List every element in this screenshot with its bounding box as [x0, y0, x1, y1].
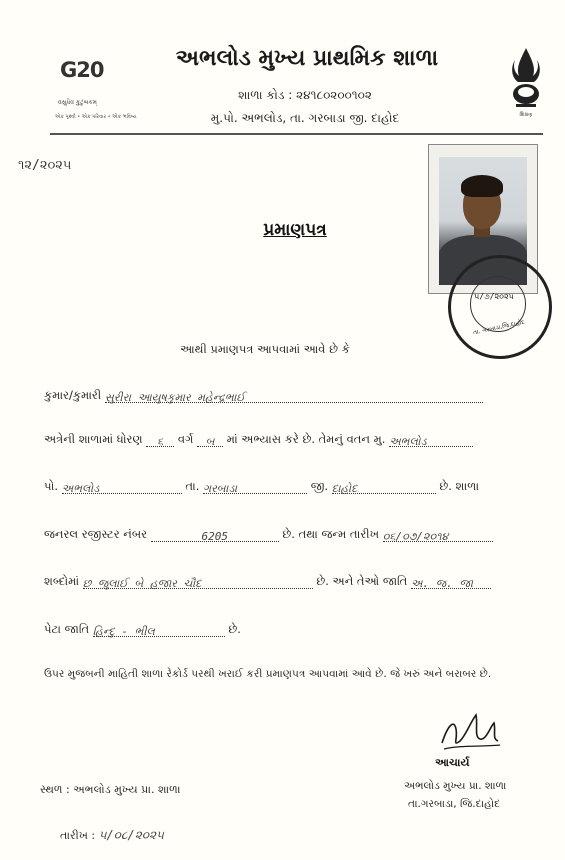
standard-label: અત્રેની શાળામાં ધોરણ [44, 432, 143, 446]
date-line [60, 828, 164, 843]
standard-value: ૬ [157, 435, 164, 448]
village-value: અભલોડ [389, 435, 427, 448]
subcaste-suffix: છે. [228, 622, 241, 636]
date-value: ૫/૦૮/૨૦૨૫ [98, 828, 164, 842]
name-label: કુમાર/કુમારી [44, 388, 102, 402]
school-name: અભલોડ મુખ્ય પ્રાથમિક શાળા [175, 46, 439, 71]
district-label: જી. [310, 479, 329, 493]
gr-field [151, 529, 279, 542]
lamp-emblem-icon [506, 46, 546, 126]
class-label: વર્ગ [177, 432, 194, 446]
subcaste-field [93, 624, 225, 637]
verification-statement: ઉપર મુજબની માહિતી શાળા રેકોર્ડ પરથી ખરાઈ કરી પ્રમાણપત્ર આપવામાં આવે છે. જે ખરું અને બરાબર છે. [44, 668, 492, 680]
subcaste-line [44, 622, 241, 637]
name-value: સુરીરા આયુષકુમાર મહેન્દ્રભાઈ [104, 391, 245, 404]
g20-logo: G20 [60, 58, 104, 82]
words-label: શબ્દોમાં [44, 574, 80, 588]
gr-value: 6205 [201, 530, 228, 543]
school-suffix: છે. શાળા [439, 479, 480, 493]
seal-text: તા. ગરબાડા,જિ.દાહોદ [472, 318, 526, 337]
subcaste-label: પેટા જાતિ [44, 622, 90, 636]
taluka-field [203, 481, 307, 494]
reference-number: ૧૨/૨૦૨૫ [18, 158, 72, 173]
dob-value: ૦૬/૦૭/૨૦૧૪ [382, 530, 449, 543]
place-line: સ્થળ : અભલોડ મુખ્ય પ્રા. શાળા [40, 783, 181, 796]
caste-label: છે. અને તેઓ જાતિ [316, 574, 408, 588]
post-value: અભલોડ [61, 482, 100, 495]
dob-label: છે. તથા જન્મ તારીખ [282, 527, 380, 541]
taluka-label: તા. [185, 479, 200, 493]
class-value: બ [205, 435, 215, 448]
principal-address: તા.ગરબાડા, જિ.દાહોદ [408, 798, 501, 810]
seal-date: ૫/૭/૨૦૨૫ [474, 292, 514, 301]
words-line [44, 574, 491, 589]
principal-school: અભલોડ મુખ્ય પ્રા. શાળા [404, 780, 507, 792]
class-field [197, 434, 223, 447]
caste-value: અ. જ. જા [410, 577, 474, 590]
study-label: માં અભ્યાસ કરે છે. તેમનું વતન મુ. [226, 432, 386, 446]
header-divider [50, 133, 543, 135]
register-line [44, 527, 493, 542]
taluka-value: ગરબાડા [203, 482, 238, 495]
g20-motto: એક પૃથ્વી • એક પરિવાર • એક ભવિષ્ય [55, 114, 137, 120]
village-field [389, 434, 473, 447]
district-field [332, 481, 436, 494]
school-address: મુ.પો. અભલોડ, તા. ગરબાડા જી. દાહોદ [210, 111, 400, 125]
principal-title: આચાર્ય [435, 756, 470, 769]
name-line [44, 388, 483, 403]
gr-label: જનરલ રજીસ્ટર નંબર [44, 527, 148, 541]
date-label: તારીખ : [60, 829, 96, 842]
intro-text: આથી પ્રમાણપત્ર આપવામાં આવે છે કે [180, 342, 350, 356]
address-line [44, 479, 479, 494]
caste-field [411, 576, 491, 589]
district-value: દાહોદ [331, 482, 358, 495]
svg-text:શિક્ષણ: શિક્ષણ [519, 112, 533, 118]
g20-tagline: વસુધૈવ કુટુંબકમ્ [58, 99, 97, 106]
post-label: પો. [44, 479, 58, 493]
post-field [62, 481, 182, 494]
certificate-title: પ્રમાણપત્ર [263, 220, 327, 240]
words-field [83, 576, 313, 589]
principal-signature-icon [434, 705, 506, 757]
standard-field [146, 434, 174, 447]
name-field [105, 390, 483, 403]
words-value: છ જુલાઈ બે હજાર ચૌદ [82, 577, 202, 590]
subcaste-value: હિન્દુ - ભીલ [92, 625, 155, 638]
standard-line [44, 432, 473, 447]
school-code: શાળા કોડ : ૨૪૧૮૦૨૦૦૧૦૨ [238, 88, 372, 102]
dob-field [383, 529, 493, 542]
